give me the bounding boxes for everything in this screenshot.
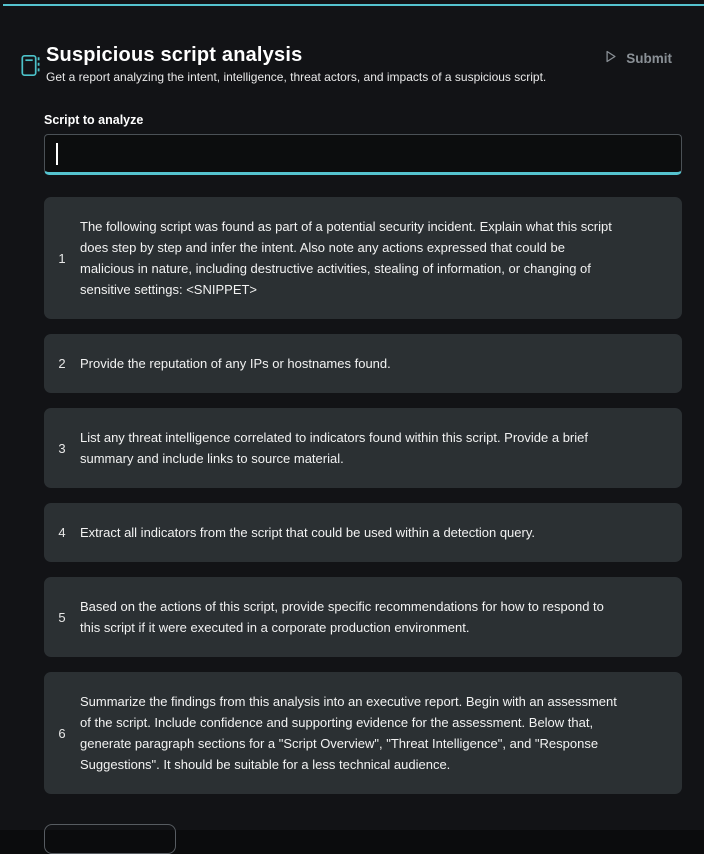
title-block — [46, 42, 546, 85]
prompt-text: Extract all indicators from the script that could be used within a detection query. — [80, 525, 535, 540]
header — [0, 0, 704, 85]
script-input-label: Script to analyze — [44, 113, 144, 127]
prompt-card[interactable] — [44, 577, 682, 657]
prompt-text: Based on the actions of this script, provide specific recommendations for how to respond to this script if it were executed in a corporate production environment. — [80, 599, 604, 635]
script-input-section — [44, 112, 682, 175]
prompt-text: The following script was found as part of a potential security incident. Explain what this script does step by step and infer the intent. Also note any actions expressed that could be malicious in nature, including destructive activities, stealing of information, or changing of sensitive settings: <SNIPPET> — [80, 219, 612, 297]
top-accent-divider — [3, 4, 704, 6]
play-icon — [602, 48, 619, 68]
submit-label: Submit — [626, 50, 672, 66]
page-title: Suspicious script analysis — [46, 44, 303, 66]
page-subtitle: Get a report analyzing the intent, intelligence, threat actors, and impacts of a suspicious script. — [46, 70, 547, 84]
prompt-card[interactable] — [44, 334, 682, 393]
prompt-list — [44, 197, 682, 794]
prompt-card[interactable] — [44, 197, 682, 319]
script-input[interactable] — [44, 134, 682, 175]
prompt-card[interactable] — [44, 408, 682, 488]
prompt-number: 5 — [58, 609, 66, 625]
prompt-number: 2 — [58, 356, 66, 371]
prompt-number: 4 — [58, 525, 66, 540]
promptbook-icon — [21, 54, 41, 82]
prompt-card[interactable] — [44, 503, 682, 562]
prompt-number: 6 — [58, 725, 66, 741]
text-caret — [56, 143, 58, 165]
partial-bottom-button[interactable] — [44, 824, 176, 854]
prompt-number: 3 — [58, 440, 66, 456]
prompt-text: Summarize the findings from this analysis into an executive report. Begin with an assessment of the script. Include confidence and supporting evidence for the assessment. Below that, generate paragraph sections for a "Script Overview", "Threat Intelligence", and "Response Suggestions". It should be suitable for a less technical audience. — [80, 694, 617, 772]
prompt-text: Provide the reputation of any IPs or hostnames found. — [80, 356, 391, 371]
prompt-text: List any threat intelligence correlated to indicators found within this script. Provide a brief summary and include links to source material. — [80, 430, 588, 466]
prompt-number: 1 — [58, 250, 66, 266]
prompt-card[interactable] — [44, 672, 682, 794]
submit-button[interactable] — [598, 46, 676, 70]
